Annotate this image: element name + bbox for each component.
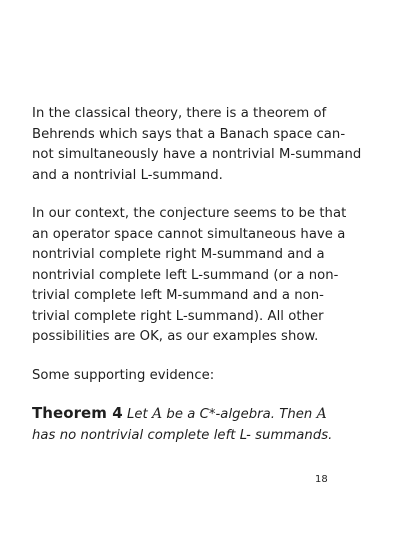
conjecture-paragraph (32, 204, 372, 348)
page-number: 18 (315, 474, 328, 485)
paragraph-line: trivial complete right L-summand). All other (32, 308, 324, 324)
classical-theory-paragraph (32, 104, 372, 186)
theorem-line (32, 403, 372, 426)
math-symbol-a: A (316, 406, 327, 422)
theorem-4-block (32, 403, 372, 446)
paragraph-line: possibilities are OK, as our examples show. (32, 329, 319, 344)
paragraph-line: Behrends which says that a Banach space can- (32, 126, 346, 142)
paragraph-line: nontrivial complete left L-summand (or a non- (32, 267, 339, 283)
paragraph-line: and a nontrivial L-summand. (32, 167, 223, 183)
theorem-line: has no nontrivial complete left L- summands. (32, 427, 333, 443)
paragraph-line: trivial complete left M-summand and a non- (32, 288, 324, 303)
paragraph-line: not simultaneously have a nontrivial M-summand (32, 147, 362, 162)
paragraph-line: an operator space cannot simultaneous have a (32, 226, 346, 242)
supporting-evidence-text: Some supporting evidence: (32, 367, 215, 383)
paragraph-line: In our context, the conjecture seems to be that (32, 206, 347, 221)
page-content (32, 104, 372, 464)
theorem-label: Theorem 4 (32, 404, 123, 422)
supporting-evidence-intro (32, 366, 372, 387)
paragraph-line: In the classical theory, there is a theorem of (32, 106, 327, 121)
math-symbol-a: A (151, 406, 163, 422)
theorem-text: Let (126, 407, 152, 422)
paragraph-line: nontrivial complete right M-summand and a (32, 247, 325, 262)
theorem-text: be a C*-algebra. Then (162, 407, 317, 422)
